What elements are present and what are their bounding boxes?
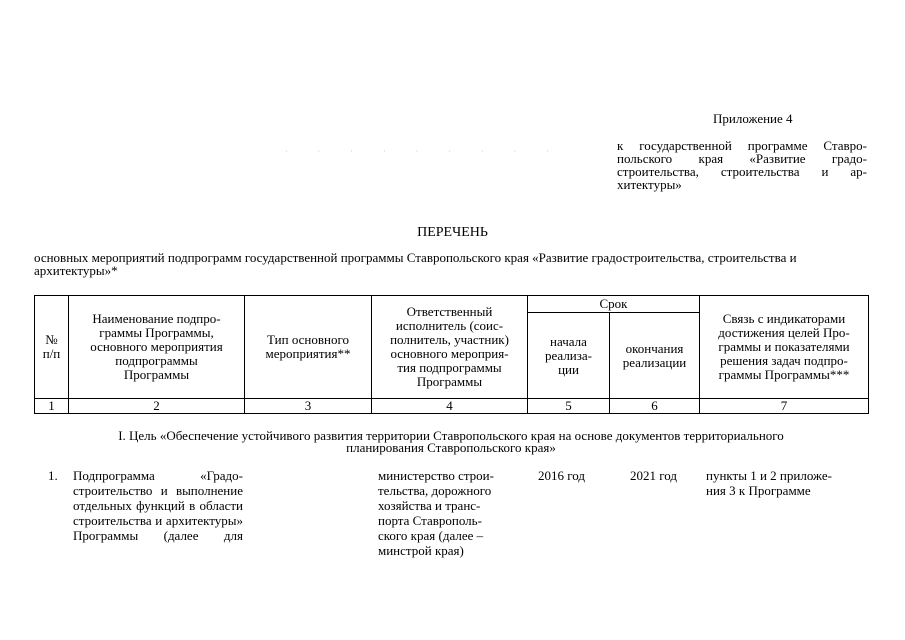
- header-end: окончания реализации: [610, 313, 700, 399]
- header-name: Наименование подпро- граммы Программы, основного мероприятия подпрограммы Программы: [69, 296, 245, 399]
- column-number: 6: [610, 399, 700, 414]
- scan-noise: · · · · · · · · ·: [285, 147, 563, 156]
- document-subtitle: основных мероприятий подпрограмм государственной программы Ставропольского края «Развитие градостроительства, строительства и архитектуры»*: [34, 250, 797, 278]
- header-start: начала реализа- ции: [528, 313, 610, 399]
- header-type: Тип основного мероприятия**: [245, 296, 372, 399]
- appendix-title: Приложение 4: [713, 111, 793, 126]
- measures-table-header: [34, 295, 869, 414]
- header-link: Связь с индикаторами достижения целей Про- граммы и показателями решения задач подпро- граммы Программы***: [700, 296, 869, 399]
- header-term: Срок: [528, 296, 700, 313]
- appendix-text: к государственной программе Ставропольского края «Развитие градостроительства, строительства и архитектуры»: [617, 138, 867, 192]
- column-number: 1: [35, 399, 69, 414]
- row-link: пункты 1 и 2 приложе- ния 3 к Программе: [706, 468, 832, 498]
- row-end: 2021 год: [630, 468, 677, 483]
- column-number: 4: [372, 399, 528, 414]
- column-number: 2: [69, 399, 245, 414]
- column-number: 5: [528, 399, 610, 414]
- row-num: 1.: [48, 468, 58, 483]
- goal-heading: I. Цель «Обеспечение устойчивого развития территории Ставропольского края на основе документов территориального планирования Ставропольского края»: [118, 428, 784, 455]
- row-start: 2016 год: [538, 468, 585, 483]
- document-title: ПЕРЕЧЕНЬ: [417, 225, 488, 240]
- header-num: № п/п: [35, 296, 69, 399]
- header-executor: Ответственный исполнитель (соис- полнитель, участник) основного мероприя- тия подпрограммы Программы: [372, 296, 528, 399]
- column-number: 7: [700, 399, 869, 414]
- column-number: 3: [245, 399, 372, 414]
- row-executor: министерство строи- тельства, дорожного хозяйства и транс- порта Ставрополь- ского края (далее – минстрой края): [378, 468, 494, 558]
- row-name: Подпрограмма «Градостроительство и выполнение отдельных функций в области строительства и архитектуры» Программы (далее для: [73, 468, 243, 543]
